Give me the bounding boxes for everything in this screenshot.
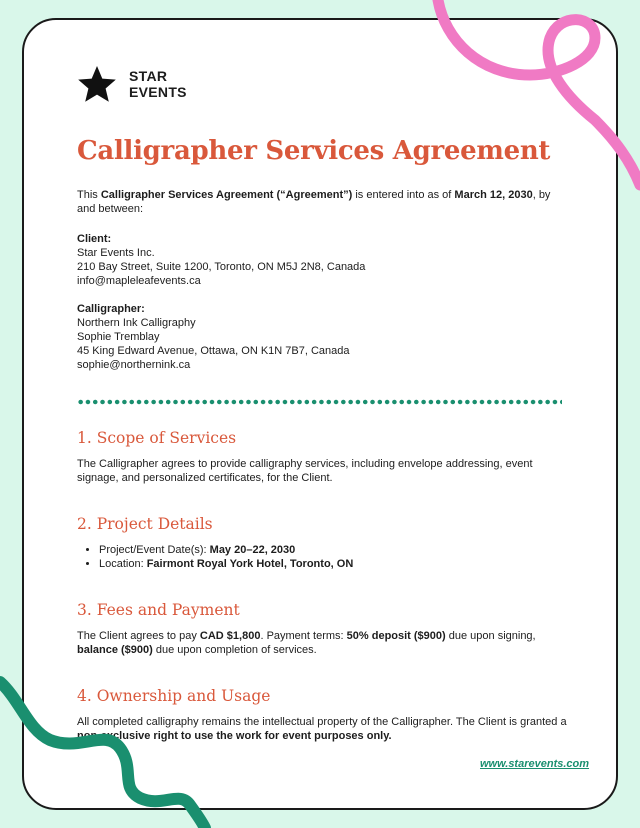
intro-text: This (77, 189, 101, 201)
brand-logo (77, 64, 187, 104)
brand-line-2: EVENTS (129, 84, 187, 100)
client-label: Client: (77, 233, 112, 245)
usage-rights: non-exclusive right to use the work for event purposes only. (77, 730, 392, 742)
ownership-text (77, 715, 567, 743)
balance-amount: balance ($900) (77, 644, 153, 656)
client-name: Star Events Inc. (77, 247, 155, 259)
intro-text: is entered into as of (352, 189, 455, 201)
ownership-text-part: All completed calligraphy remains the intellectual property of the Calligrapher. The Client is granted a (77, 716, 567, 728)
fees-text-part: The Client agrees to pay (77, 630, 200, 642)
list-item (99, 543, 567, 557)
fees-text-part: due upon signing, (445, 630, 536, 642)
event-date-value: May 20–22, 2030 (209, 544, 296, 556)
intro-paragraph (77, 188, 567, 216)
section-heading-fees: 3. Fees and Payment (77, 601, 240, 619)
brand-name (129, 68, 187, 100)
client-email: info@mapleleafevents.ca (77, 275, 201, 287)
intro-text: , by and between: (77, 189, 551, 215)
document-body (77, 136, 567, 743)
location-label: Location: (99, 558, 147, 570)
deposit-amount: 50% deposit ($900) (346, 630, 446, 642)
calligrapher-block (77, 302, 567, 372)
document-title: Calligrapher Services Agreement (77, 136, 551, 166)
section-heading-ownership: 4. Ownership and Usage (77, 687, 271, 705)
website-link[interactable]: www.starevents.com (480, 758, 590, 770)
fee-amount: CAD $1,800 (199, 630, 261, 642)
project-details-list (77, 543, 567, 571)
brand-line-1: STAR (129, 68, 168, 84)
fees-text-part: . Payment terms: (260, 630, 347, 642)
calligrapher-label: Calligrapher: (77, 303, 145, 315)
star-icon (77, 64, 117, 104)
section-heading-scope: 1. Scope of Services (77, 429, 237, 447)
dotted-divider (77, 399, 562, 405)
client-address: 210 Bay Street, Suite 1200, Toronto, ON M5J 2N8, Canada (77, 261, 366, 273)
list-item (99, 557, 567, 571)
calligrapher-address: 45 King Edward Avenue, Ottawa, ON K1N 7B7, Canada (77, 345, 350, 357)
section-heading-project: 2. Project Details (77, 515, 213, 533)
calligrapher-email: sophie@northernink.ca (77, 359, 191, 371)
fees-text-part: due upon completion of services. (152, 644, 317, 656)
scope-text: The Calligrapher agrees to provide calligraphy services, including envelope addressing, event signage, and personalized certificates, for the Client. (77, 458, 533, 484)
calligrapher-name: Sophie Tremblay (77, 331, 160, 343)
agreement-date: March 12, 2030 (454, 189, 533, 201)
fees-text (77, 629, 567, 657)
agreement-document (22, 18, 618, 810)
calligrapher-company: Northern Ink Calligraphy (77, 317, 196, 329)
client-block (77, 232, 567, 288)
location-value: Fairmont Royal York Hotel, Toronto, ON (146, 558, 354, 570)
event-date-label: Project/Event Date(s): (99, 544, 210, 556)
agreement-name: Calligrapher Services Agreement (“Agreement”) (100, 189, 353, 201)
